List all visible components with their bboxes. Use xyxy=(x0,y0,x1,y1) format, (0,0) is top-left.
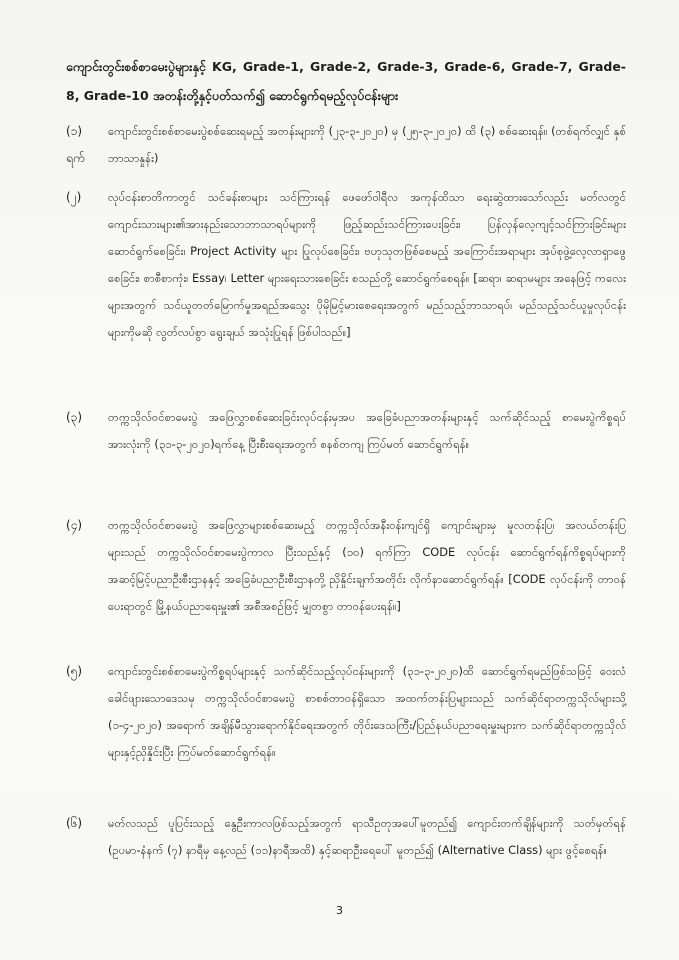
item-text: မတ်လသည် ပူပြင်းသည့် နွေဦးကာလဖြစ်သည့်အတွက် ရာသီဥတုအပေါ်မူတည်၍ ကျောင်းတက်ချိန်များကို သတ်မှတ်ရန် (ဥပမာ-နံနက် (၇) နာရီမှ နေ့လည် (၁၁)နာရီအထိ) နှင့်ဆရာဦးရေပေါ် မူတည်၍ (Alternative Class) များ ဖွင့်စေရန်။ xyxy=(108,816,626,857)
item-number: (၂) xyxy=(66,190,82,204)
list-item-2 xyxy=(66,184,626,346)
item-text: ကျောင်းတွင်းစစ်စာမေးပွဲစစ်ဆေးရမည့် အတန်းများကို (၂၃-၃-၂၀၂၀) မှ (၂၅-၃-၂၀၂၀) ထိ (၃) စစ်ဆေးရန်။ (တစ်ရက်လျှင် နှစ်ဘာသာနှုန်း) xyxy=(108,124,626,165)
list-item-5 xyxy=(66,658,626,766)
document-title: ကျောင်းတွင်းစစ်စာမေးပွဲများနှင့် KG, Grade-1, Grade-2, Grade-3, Grade-6, Grade-7, Grade-8, Grade-10 အတန်းတို့နှင့်ပတ်သက်၍ ဆောင်ရွက်ရမည့်လုပ်ငန်းများ xyxy=(66,59,626,103)
item-text: လုပ်ငန်းစာတိကာတွင် သင်ခန်းစာများ သင်ကြားရန် ဖေဖော်ဝါရီလ အကုန်ထိသာ ရေးဆွဲထားသော်လည်း မတ်လတွင် ကျောင်းသားများ၏အားနည်းသောဘာသာရပ်များကို ဖြည့်ဆည်းသင်ကြားပေးခြင်း၊ ပြန်လှန်လေ့ကျင့်သင်ကြားခြင်းများ ဆောင်ရွက်စေခြင်း၊ Project Activity များ ပြုလုပ်စေခြင်း၊ ဗဟုသုတဖြစ်စေမည့် အကြောင်းအရာများ အုပ်စုဖွဲ့လေ့လာရှာဖွေစေခြင်း၊ စာစီစာကုံး၊ Essay၊ Letter များရေးသားစေခြင်း စသည်တို့ ဆောင်ရွက်စေရန်။ [ဆရာ၊ ဆရာမများ အနေဖြင့် ကလေးများအတွက် သင်ယူတတ်မြောက်မှုအရည်အသွေး ပိုမိုမြင့်မားစေရေးအတွက် မည်သည့်ဘာသာရပ်၊ မည်သည့်သင်ယူမှုလုပ်ငန်းများကိုမဆို လွတ်လပ်စွာ ရွေးချယ် အသုံးပြုရန် ဖြစ်ပါသည်။] xyxy=(108,190,626,339)
page-number: 3 xyxy=(336,904,343,917)
item-text: တက္ကသိုလ်ဝင်စာမေးပွဲ အဖြေလွှာများစစ်ဆေးမည့် တက္ကသိုလ်အနီးဝန်းကျင်ရှိ ကျောင်းများမှ မူလတန်းပြ၊ အလယ်တန်းပြများသည် တက္ကသိုလ်ဝင်စာမေးပွဲကာလ ပြီးသည်နှင့် (၁၀) ရက်ကြာ CODE လုပ်ငန်း ဆောင်ရွက်ရန်ကိစ္စရပ်များကို အဆင့်မြင့်ပညာဦးစီးဌာနနှင့် အခြေခံပညာဦးစီးဌာနတို့ ညှိနှိုင်းချက်အတိုင်း လိုက်နာဆောင်ရွက်ရန်။ [CODE လုပ်ငန်းကို တာဝန်ပေးရာတွင် မြို့နယ်ပညာရေးမှူး၏ အစီအစဉ်ဖြင့် မျှတစွာ တာဝန်ပေးရန်။] xyxy=(108,518,626,613)
item-number: (၅) xyxy=(66,664,83,678)
item-text: ကျောင်းတွင်းစစ်စာမေးပွဲကိစ္စရပ်များနှင့် သက်ဆိုင်သည့်လုပ်ငန်းများကို (၃၁-၃-၂၀၂၀)ထိ ဆောင်ရွက်ရမည်ဖြစ်သဖြင့် ဝေးလံခေါင်ဖျားသောဒေသမှ တက္ကသိုလ်ဝင်စာမေးပွဲ စာစစ်တာဝန်ရှိသော အထက်တန်းပြများသည် သက်ဆိုင်ရာတက္ကသိုလ်များသို့ (၁-၄-၂၀၂၀) အရောက် အချိန်မီသွားရောက်နိုင်ရေးအတွက် တိုင်းဒေသကြီး/ပြည်နယ်ပညာရေးမှူးများက သက်ဆိုင်ရာတက္ကသိုလ်များနှင့်ညှိနှိုင်းပြီး ကြပ်မတ်ဆောင်ရွက်ရန်။ xyxy=(108,664,626,759)
list-item-4 xyxy=(66,512,626,620)
list-item-3 xyxy=(66,404,626,458)
item-number: (၁) ရက် xyxy=(66,118,102,172)
item-number-suffix: ရက် xyxy=(66,151,85,165)
item-number: (၆) xyxy=(66,816,83,830)
list-item-6 xyxy=(66,810,626,864)
item-number: (၃) xyxy=(66,410,83,424)
list-item-1 xyxy=(66,118,626,172)
item-text: တက္ကသိုလ်ဝင်စာမေးပွဲ အဖြေလွှာစစ်ဆေးခြင်းလုပ်ငန်းမှအပ အခြေခံပညာအတန်းများနှင့် သက်ဆိုင်သည့် စာမေးပွဲကိစ္စရပ်အားလုံးကို (၃၁-၃-၂၀၂၀)ရက်နေ့ ပြီးစီးရေးအတွက် စနစ်တကျ ကြပ်မတ် ဆောင်ရွက်ရန်။ xyxy=(108,410,626,451)
item-number: (၄) xyxy=(66,518,83,532)
